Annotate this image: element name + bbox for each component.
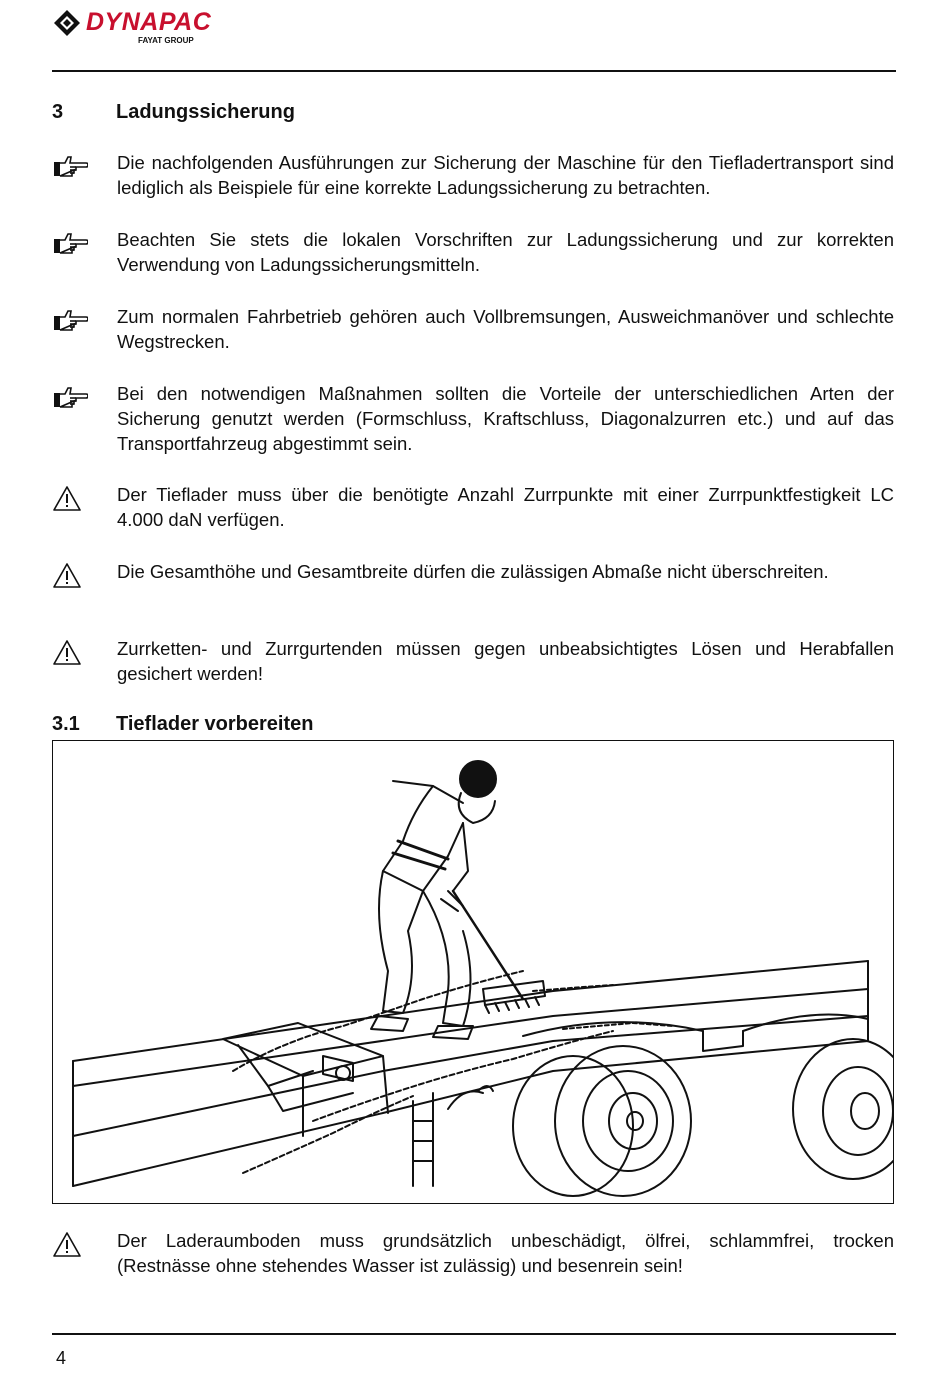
- header: [52, 6, 352, 46]
- warning-triangle-icon: [52, 1230, 88, 1258]
- note-text: Zum normalen Fahrbetrieb gehören auch Vollbremsungen, Ausweichmanöver und schlechte Wegstrecken.: [117, 306, 894, 352]
- header-rule: [52, 70, 896, 72]
- note-text: Bei den notwendigen Maßnahmen sollten die Vorteile der unterschiedlichen Arten der Sicherung genutzt werden (Formschluss, Kraftschluss, Diagonalzurren etc.) und auf das Transportfahrzeug abgestimmt sein.: [117, 383, 894, 454]
- warning-text: Der Tieflader muss über die benötigte Anzahl Zurrpunkte mit einer Zurrpunktfestigkeit LC 4.000 daN verfügen.: [117, 484, 894, 530]
- subsection-heading: [52, 713, 313, 736]
- warning-text: Der Laderaumboden muss grundsätzlich unbeschädigt, ölfrei, schlammfrei, trocken (Restnässe ohne stehendes Wasser ist zulässig) und besenrein sein!: [117, 1230, 894, 1276]
- subsection-number: 3.1: [52, 713, 80, 735]
- hand-pointer-icon: [52, 152, 88, 180]
- warning-text: Zurrketten- und Zurrgurtenden müssen gegen unbeabsichtigtes Lösen und Herabfallen gesichert werden!: [117, 638, 894, 684]
- page-number: 4: [56, 1348, 67, 1368]
- section-title: Ladungssicherung: [116, 101, 295, 123]
- section-number: 3: [52, 101, 64, 123]
- warning-triangle-icon: [52, 484, 88, 512]
- sweeping-trailer-illustration: [53, 741, 894, 1204]
- hand-pointer-icon: [52, 306, 88, 334]
- hand-pointer-icon: [52, 383, 88, 411]
- warning-triangle-icon: [52, 561, 88, 589]
- figure-illustration: [52, 740, 894, 1204]
- footer-rule: [52, 1333, 896, 1335]
- note-text: Die nachfolgenden Ausführungen zur Sicherung der Maschine für den Tiefladertransport sind lediglich als Beispiele für eine korrekte Ladungssicherung zu betrachten.: [117, 152, 894, 198]
- dynapac-logo-icon: [52, 8, 82, 38]
- brand-subtitle: FAYAT GROUP: [138, 36, 194, 45]
- section-heading: [52, 101, 295, 124]
- note-text: Beachten Sie stets die lokalen Vorschriften zur Ladungssicherung und zur korrekten Verwendung von Ladungssicherungsmitteln.: [117, 229, 894, 275]
- warning-text: Die Gesamthöhe und Gesamtbreite dürfen die zulässigen Abmaße nicht überschreiten.: [117, 561, 829, 582]
- warning-triangle-icon: [52, 638, 88, 666]
- hand-pointer-icon: [52, 229, 88, 257]
- subsection-title: Tieflader vorbereiten: [116, 713, 314, 735]
- brand-name: DYNAPAC: [86, 8, 212, 36]
